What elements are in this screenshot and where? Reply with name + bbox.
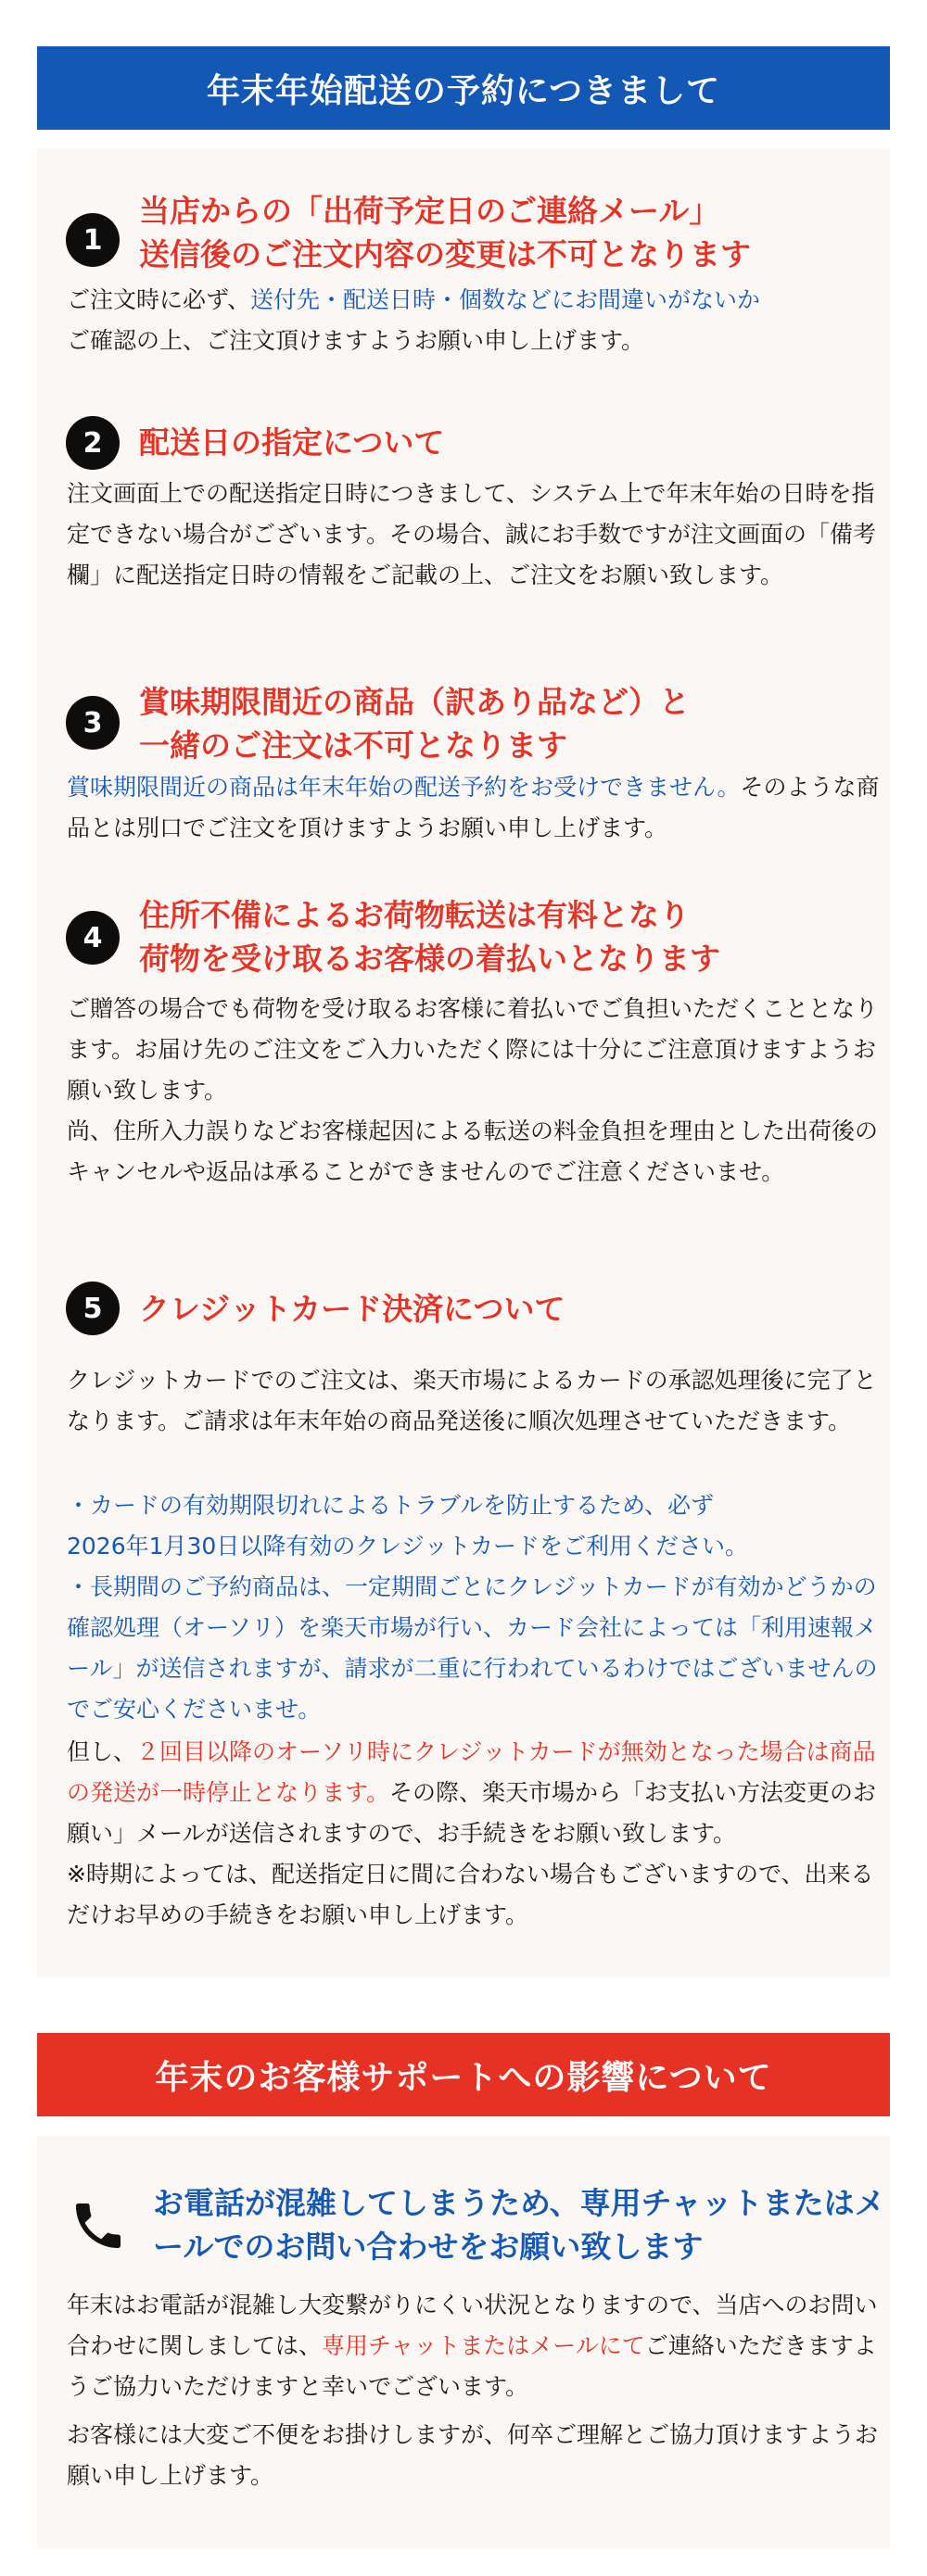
section-3-body-highlight: 賞味期限間近の商品は年末年始の配送予約をお受けできません。: [67, 774, 741, 801]
section-1-title: [139, 189, 862, 276]
banner-title: 年末年始配送の予約につきまして: [206, 71, 721, 110]
section-5-body-a: クレジットカードでのご注文は、楽天市場によるカードの承認処理後に完了となります。ご請求は年末年始の商品発送後に順次処理させていただきます。: [67, 1367, 877, 1434]
section-5-body-d3: その際、楽天市場から「お支払い方法変更のお願い」メールが送信されますので、お手続きをお願い致します。: [67, 1779, 877, 1847]
section-5-title: [139, 1287, 862, 1331]
section-3-title-line1: 賞味期限間近の商品（訳あり品など）と: [139, 684, 690, 720]
section-1-body-c: ご確認の上、ご注文頂けますようお願い申し上げます。: [67, 327, 645, 354]
section-4-title-line2: 荷物を受け取るお客様の着払いとなります: [139, 941, 720, 977]
number-badge-3: 3: [66, 696, 120, 750]
section-1-title-line1: 当店からの「出荷予定日のご連絡メール」: [139, 193, 720, 229]
section-4-title-line1: 住所不備によるお荷物転送は有料となり: [139, 897, 690, 933]
section-4-title: [139, 893, 862, 980]
phone-icon: [69, 2196, 128, 2255]
number-badge-4: 4: [66, 911, 120, 965]
section-1-body-highlight: 送付先・配送日時・個数などにお間違いがないか: [250, 286, 761, 313]
support-body-highlight: 専用チャットまたはメールにて: [322, 2332, 645, 2359]
number-badge-1: 1: [66, 213, 120, 267]
number-badge-5: 5: [66, 1282, 120, 1335]
support-title: お電話が混雑してしまうため、専用チャットまたはメールでのお問い合わせをお願い致します: [153, 2185, 885, 2265]
section-5-body-b1: ・カードの有効期限切れによるトラブルを防止するため、必ず: [67, 1492, 715, 1519]
support-body-1: [67, 2285, 883, 2407]
section-5-body-e: ※時期によっては、配送指定日に間に合わない場合もございますので、出来るだけお早めの手続きをお願い申し上げます。: [67, 1861, 874, 1928]
section-5-body-b2: 2026年1月30日以降有効のクレジットカードをご利用ください。: [67, 1533, 748, 1559]
section-4-body: [67, 989, 883, 1193]
section-1-body: [67, 280, 883, 361]
section-3-title: [139, 680, 862, 767]
section-4-body-a: ご贈答の場合でも荷物を受け取るお客様に着払いでご負担いただくこととなります。お届け先のご注文をご入力いただく際には十分にご注意頂けますようお願い致します。: [67, 995, 879, 1104]
section-2-title: [139, 421, 862, 464]
section-3-body-b: そのような商品とは別口でご注文を頂けますようお願い申し上げます。: [67, 774, 880, 841]
number-badge-2: 2: [66, 416, 120, 470]
section-5-body-card-validity: [67, 1485, 883, 1567]
section-3-body: [67, 767, 883, 849]
support-body-2: お客様には大変ご不便をお掛けしますが、何卒ご理解とご協力頂けますようお願い申し上げます。: [67, 2421, 879, 2489]
section-5-body-d1: 但し、: [67, 1738, 137, 1765]
section-5-title-line1: クレジットカード決済について: [139, 1291, 565, 1327]
section-1-body-a: ご注文時に必ず、: [67, 286, 251, 313]
section-1-title-line2: 送信後のご注文内容の変更は不可となります: [139, 236, 751, 272]
support-body-1a: 年末はお電話が混雑し大変繋がりにくい状況となりますので、当店へのお問い合わせに関しましては、: [67, 2292, 878, 2359]
support-body-1c: ご連絡いただきますようご協力いただけますと幸いでございます。: [67, 2332, 877, 2400]
banner-support-impact: [37, 2033, 890, 2116]
section-3-title-line2: 一緒のご注文は不可となります: [139, 727, 567, 764]
section-2-body: 注文画面上での配送指定日時につきまして、システム上で年末年始の日時を指定できない場合がございます。その場合、誠にお手数ですが注文画面の「備考欄」に配送指定日時の情報をご記載の上、ご注文をお願い致します。: [67, 480, 877, 588]
section-5-body-authorization: ・長期間のご予約商品は、一定期間ごとにクレジットカードが有効かどうかの確認処理（オーソリ）を楽天市場が行い、カード会社によっては「利用速報メール」が送信されますが、請求が二重に行われているわけではございませんのでご安心くださいませ。: [67, 1573, 878, 1723]
section-5-body-warning: ２回目以降のオーソリ時にクレジットカードが無効となった場合は商品の発送が一時停止となります。: [67, 1738, 876, 1806]
section-4-body-b: 尚、住所入力誤りなどお客様起因による転送の料金負担を理由とした出荷後のキャンセルや返品は承ることができませんのでご注意くださいませ。: [67, 1118, 879, 1185]
banner-shipping-reservation: [37, 46, 890, 130]
section-2-title-line1: 配送日の指定について: [139, 424, 445, 461]
banner-title: 年末のお客様サポートへの影響について: [155, 2058, 772, 2097]
section-5-body-d: [67, 1732, 883, 1854]
